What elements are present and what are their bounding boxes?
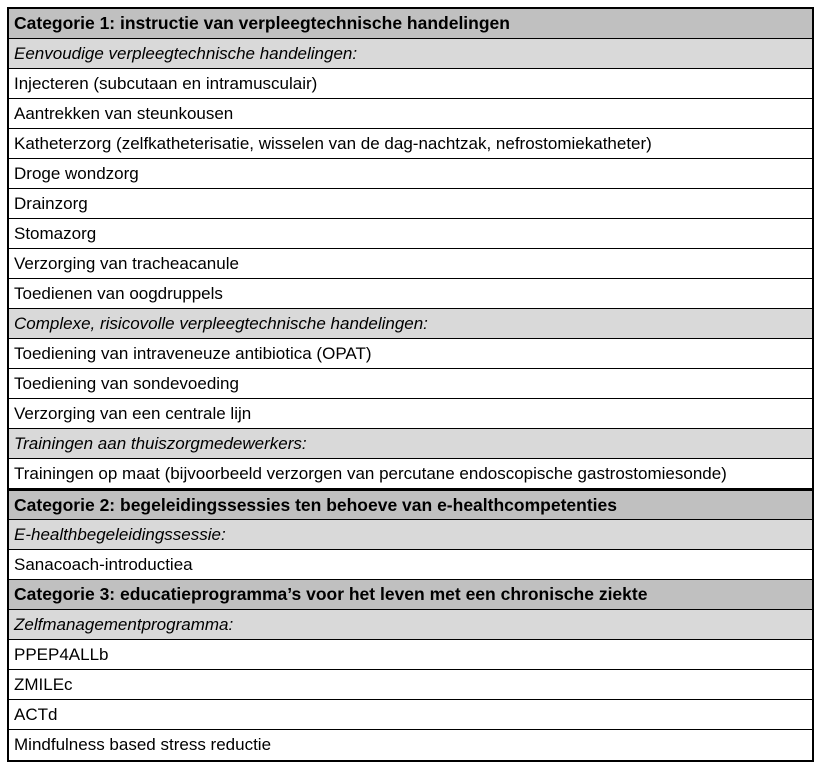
table-row: Toedienen van oogdruppels [9, 279, 812, 309]
table-row: Mindfulness based stress reductie [9, 730, 812, 760]
table-row: Stomazorg [9, 219, 812, 249]
table-row: Katheterzorg (zelfkatheterisatie, wisselen van de dag-nachtzak, nefrostomiekatheter) [9, 129, 812, 159]
subcategory-simple-nursing: Eenvoudige verpleegtechnische handelingen: [9, 39, 812, 69]
table-row: Trainingen op maat (bijvoorbeeld verzorgen van percutane endoscopische gastrostomiesonde) [9, 459, 812, 489]
table-row: Drainzorg [9, 189, 812, 219]
table-row: Droge wondzorg [9, 159, 812, 189]
subcategory-ehealth: E-healthbegeleidingssessie: [9, 520, 812, 550]
category-1-header: Categorie 1: instructie van verpleegtechnische handelingen [9, 9, 812, 39]
category-3-header: Categorie 3: educatieprogramma’s voor het leven met een chronische ziekte [9, 580, 812, 610]
subcategory-trainings: Trainingen aan thuiszorgmedewerkers: [9, 429, 812, 459]
table-row: Aantrekken van steunkousen [9, 99, 812, 129]
care-categories-table [7, 7, 814, 762]
subcategory-selfmanagement: Zelfmanagementprogramma: [9, 610, 812, 640]
table-row: Sanacoach-introductiea [9, 550, 812, 580]
table-row: ACTd [9, 700, 812, 730]
table-row: Verzorging van tracheacanule [9, 249, 812, 279]
table-row: Toediening van sondevoeding [9, 369, 812, 399]
table-row: Injecteren (subcutaan en intramusculair) [9, 69, 812, 99]
table-row: Toediening van intraveneuze antibiotica (OPAT) [9, 339, 812, 369]
table-row: PPEP4ALLb [9, 640, 812, 670]
category-2-header: Categorie 2: begeleidingssessies ten behoeve van e-healthcompetenties [9, 489, 812, 520]
subcategory-complex-nursing: Complexe, risicovolle verpleegtechnische handelingen: [9, 309, 812, 339]
table-row: ZMILEc [9, 670, 812, 700]
table-row: Verzorging van een centrale lijn [9, 399, 812, 429]
